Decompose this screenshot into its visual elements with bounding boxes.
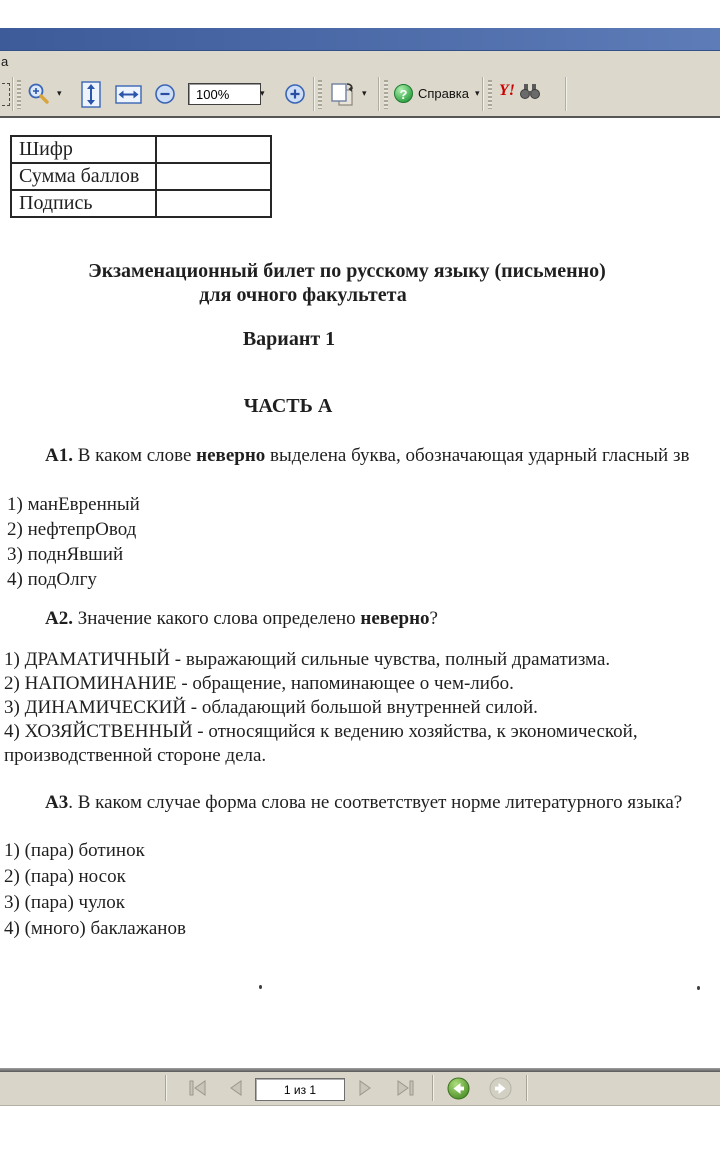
exam-title-line2: для очного факультета — [199, 284, 407, 306]
score-table — [10, 135, 272, 218]
toolbar-separator — [378, 77, 380, 111]
table-row — [11, 136, 271, 163]
navbar-separator — [526, 1075, 528, 1101]
answer-option: 4) (много) баклажанов — [4, 918, 186, 939]
zoom-tool-dropdown[interactable] — [57, 89, 62, 98]
yahoo-logo: Y! — [499, 82, 515, 99]
answer-option: 1) ДРАМАТИЧНЫЙ - выражающий сильные чувства, полный драматизма. — [4, 649, 611, 670]
row-value-cell — [156, 190, 271, 217]
zoom-level-combobox[interactable] — [188, 83, 261, 105]
page-navbar — [0, 1072, 720, 1106]
menu-bar — [0, 51, 720, 73]
page-layout-button[interactable] — [329, 81, 358, 108]
yahoo-toolbar-button[interactable] — [499, 82, 542, 100]
help-button[interactable] — [394, 84, 480, 103]
zoom-tool-button[interactable] — [26, 82, 51, 107]
zoom-in-button[interactable] — [284, 83, 306, 105]
question-label: А3 — [45, 792, 69, 813]
page-layout-dropdown[interactable] — [362, 89, 367, 98]
table-row — [11, 190, 271, 217]
answer-option: 3) ДИНАМИЧЕСКИЙ - обладающий большой внутренней силой. — [4, 697, 538, 718]
fit-page-width-icon — [115, 84, 142, 105]
answer-option: 1) манЕвренный — [7, 494, 140, 515]
forward-arrow-icon — [488, 1076, 513, 1101]
next-page-icon — [352, 1078, 378, 1098]
nav-back-button[interactable] — [446, 1076, 471, 1106]
question-text: Значение какого слова определено — [72, 608, 361, 629]
fit-height-button[interactable] — [80, 81, 102, 108]
page-layout-icon — [329, 81, 358, 108]
toolbar-grip[interactable] — [488, 80, 492, 109]
last-page-icon — [390, 1078, 420, 1098]
first-page-icon — [183, 1078, 213, 1098]
zoom-combo-dropdown[interactable] — [260, 89, 265, 98]
row-value-cell — [156, 163, 271, 190]
help-label: Справка — [418, 86, 469, 101]
fit-width-button[interactable] — [115, 84, 142, 105]
row-label: Подпись — [11, 190, 156, 217]
question-a1-options — [7, 492, 140, 592]
toolbar — [0, 73, 720, 118]
answer-option: 2) НАПОМИНАНИЕ - обращение, напоминающее о чем-либо. — [4, 673, 514, 694]
scan-artifact-dot — [259, 985, 262, 989]
toolbar-grip[interactable] — [318, 80, 322, 109]
question-bold-word: неверно — [196, 445, 266, 466]
binoculars-icon — [518, 82, 542, 100]
help-icon: ? — [394, 84, 413, 103]
answer-option: 1) (пара) ботинок — [4, 840, 145, 861]
table-row — [11, 163, 271, 190]
answer-option: 4) подОлгу — [7, 569, 97, 590]
title-bar[interactable] — [0, 28, 720, 51]
chevron-down-icon: ▾ — [475, 88, 480, 98]
next-page-button[interactable] — [352, 1078, 378, 1103]
question-label: А1. — [45, 445, 73, 466]
question-text: ? — [429, 608, 438, 629]
document-area[interactable] — [0, 118, 720, 1068]
question-a3-options — [4, 838, 186, 942]
variant-heading: Вариант 1 — [242, 328, 336, 350]
toolbar-separator — [12, 77, 14, 111]
zoom-in-icon — [284, 83, 306, 105]
select-tool-icon[interactable] — [0, 83, 10, 106]
question-a2 — [0, 608, 720, 630]
zoom-out-button[interactable] — [154, 83, 176, 105]
zoom-level-value: 100% — [196, 86, 230, 102]
chevron-down-icon: ▾ — [260, 88, 265, 98]
answer-option: 4) ХОЗЯЙСТВЕННЫЙ - относящийся к ведению хозяйства, к экономической, производственной стороне дела. — [4, 721, 638, 766]
toolbar-separator — [313, 77, 315, 111]
answer-option: 3) поднЯвший — [7, 544, 124, 565]
last-page-button[interactable] — [390, 1078, 420, 1103]
toolbar-grip[interactable] — [384, 80, 388, 109]
prev-page-icon — [223, 1078, 249, 1098]
answer-option: 2) нефтепрОвод — [7, 519, 137, 540]
chevron-down-icon: ▾ — [362, 88, 367, 98]
scan-artifact-dot — [697, 986, 700, 990]
toolbar-separator — [565, 77, 567, 111]
question-text: выделена буква, обозначающая ударный гласный зв — [265, 445, 690, 466]
chevron-down-icon: ▾ — [57, 88, 62, 98]
question-bold-word: неверно — [360, 608, 430, 629]
navbar-separator — [165, 1075, 167, 1101]
question-a1 — [0, 445, 720, 467]
toolbar-grip[interactable] — [17, 80, 21, 109]
menu-item-remnant[interactable]: a — [1, 54, 9, 69]
question-text: . В каком случае форма слова не соответствует норме литературного языка? — [68, 792, 683, 813]
fit-page-height-icon — [80, 81, 102, 108]
question-text: В каком слове — [72, 445, 197, 466]
page-indicator-input[interactable] — [255, 1078, 345, 1101]
prev-page-button[interactable] — [223, 1078, 249, 1103]
question-a2-options — [4, 648, 668, 768]
row-label: Сумма баллов — [11, 163, 156, 190]
back-arrow-icon — [446, 1076, 471, 1101]
zoom-out-icon — [154, 83, 176, 105]
answer-option: 3) (пара) чулок — [4, 892, 125, 913]
part-heading: ЧАСТЬ А — [243, 395, 333, 417]
question-a3 — [0, 792, 720, 814]
nav-forward-button[interactable] — [488, 1076, 513, 1106]
toolbar-separator — [482, 77, 484, 111]
navbar-separator — [432, 1075, 434, 1101]
answer-option: 2) (пара) носок — [4, 866, 126, 887]
row-value-cell — [156, 136, 271, 163]
question-label: А2. — [45, 608, 73, 629]
magnifier-icon — [26, 82, 51, 107]
exam-title-line1: Экзаменационный билет по русскому языку (письменно) — [88, 260, 606, 282]
first-page-button[interactable] — [183, 1078, 213, 1103]
row-label: Шифр — [11, 136, 156, 163]
